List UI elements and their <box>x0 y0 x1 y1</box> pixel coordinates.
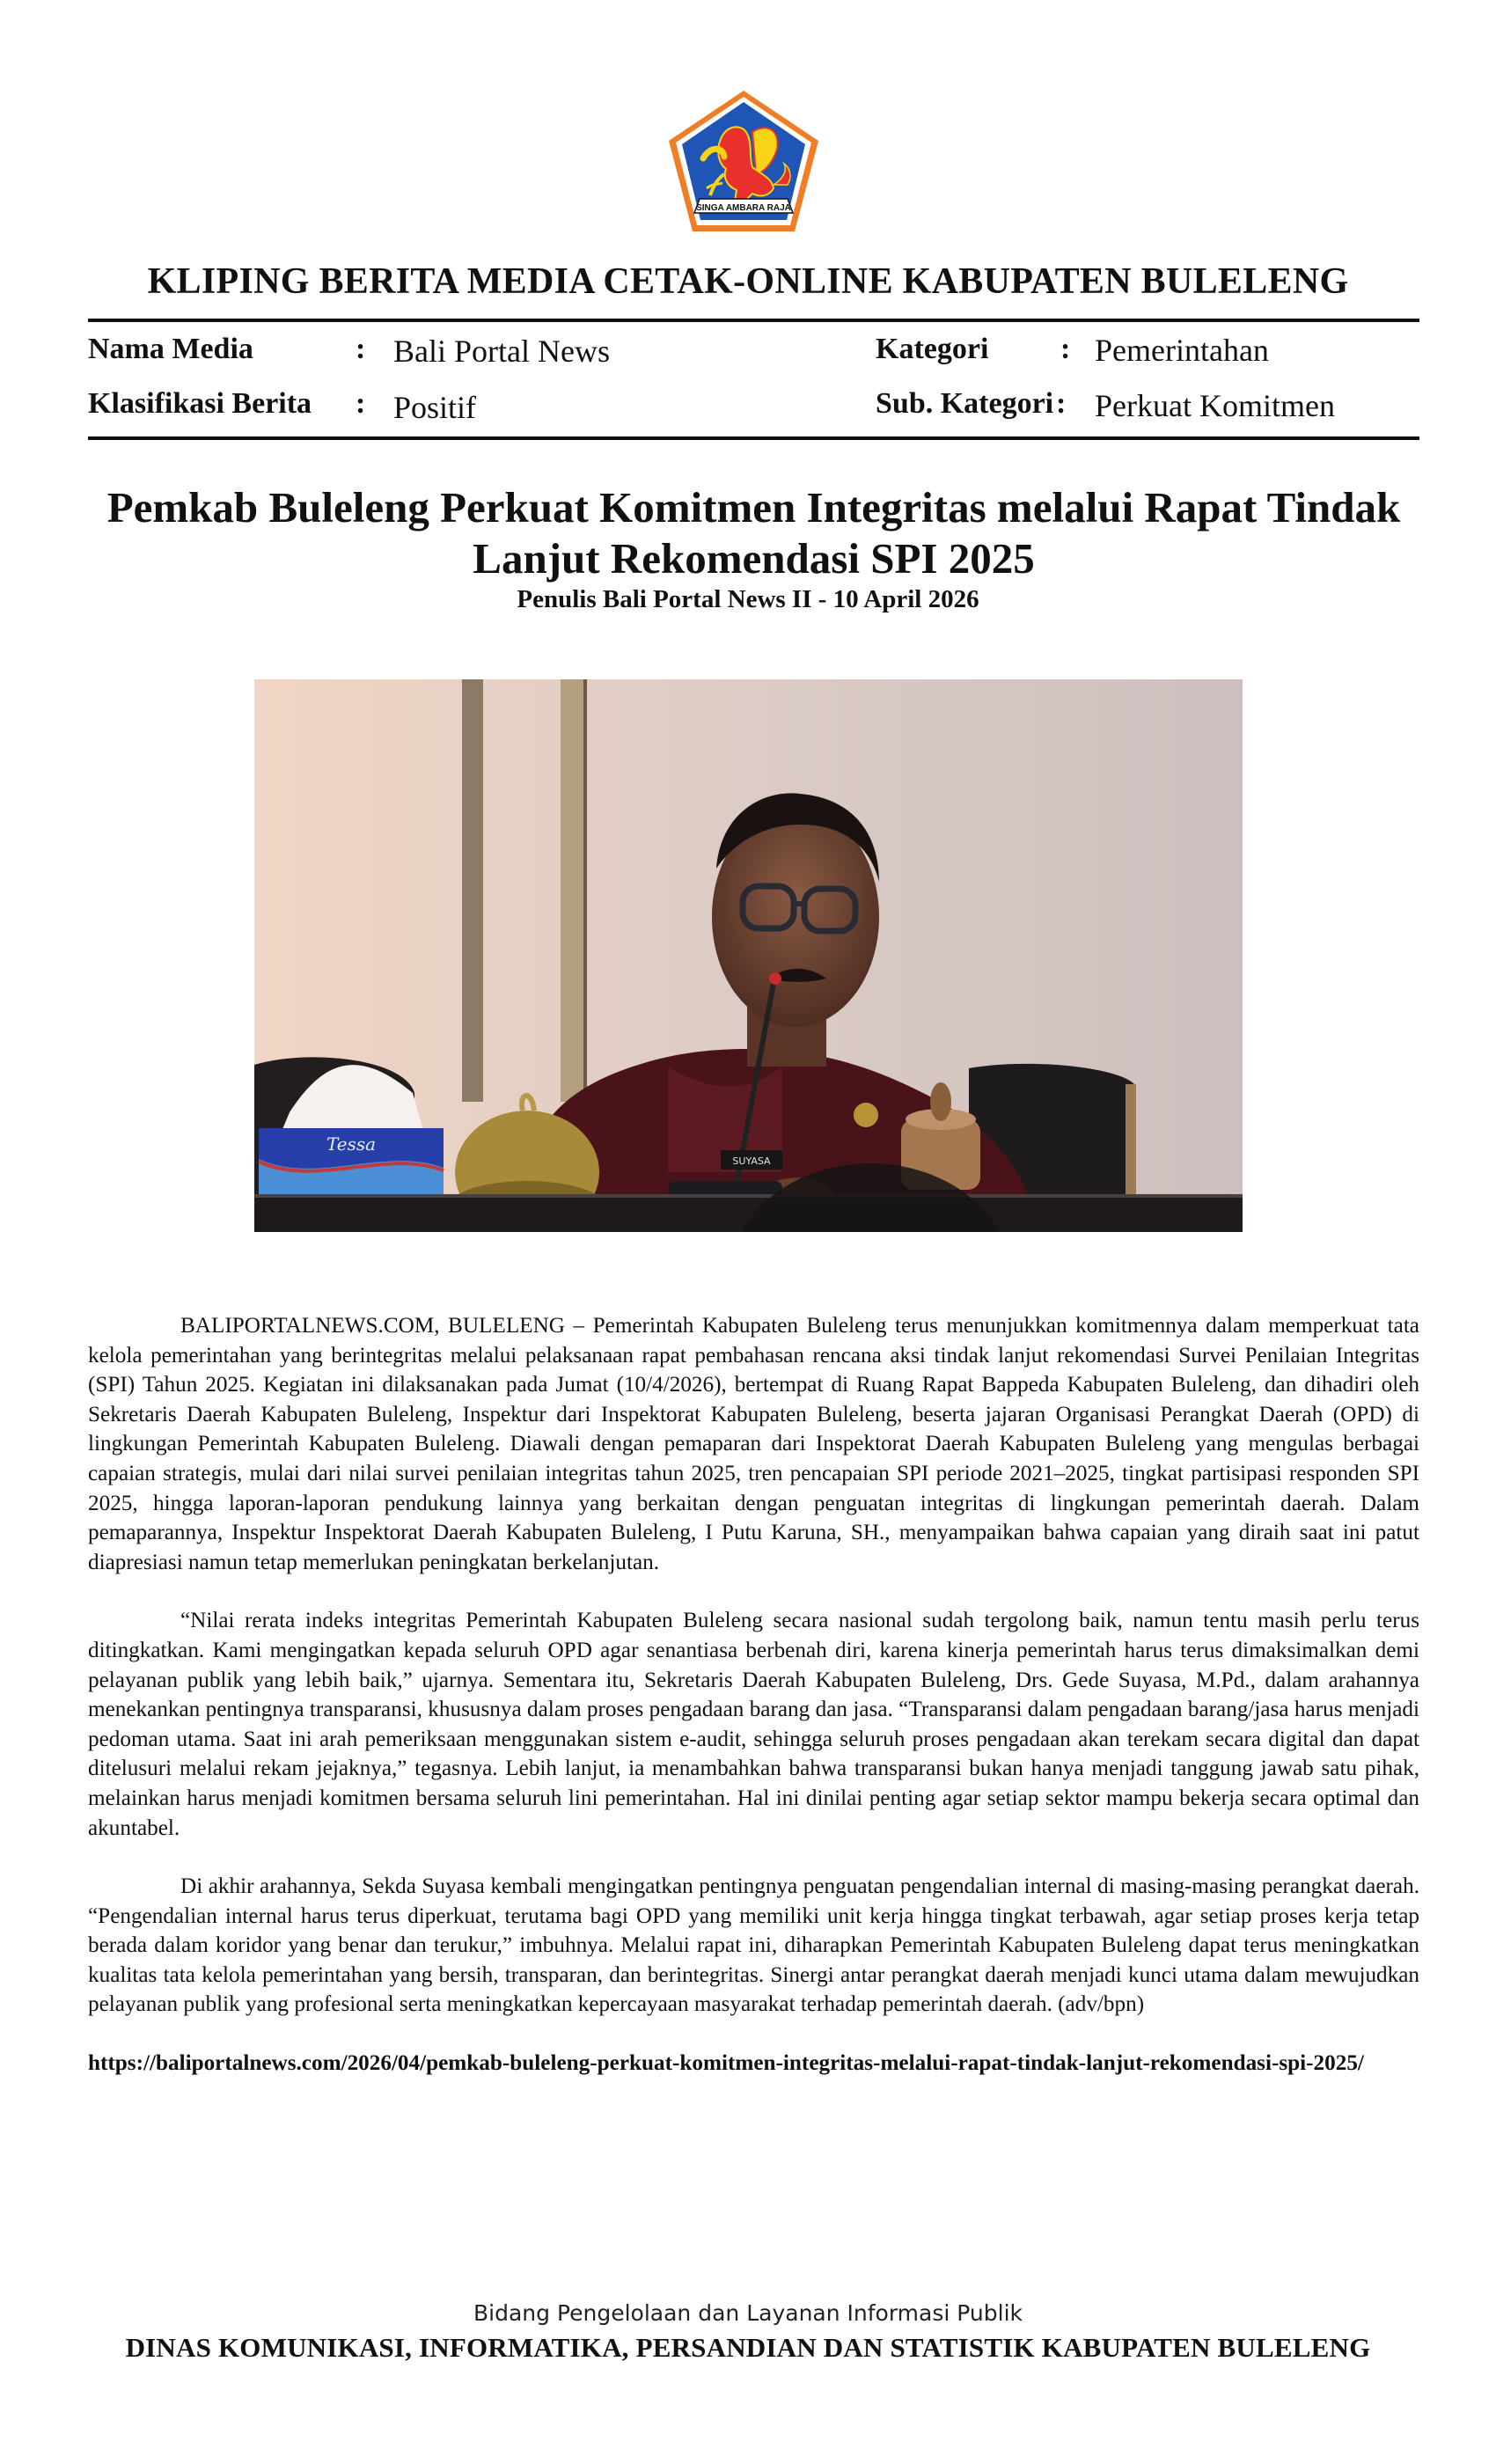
tissue-brand-text: Tessa <box>326 1133 377 1155</box>
document-title: KLIPING BERITA MEDIA CETAK-ONLINE KABUPATEN BULELENG <box>147 261 1349 302</box>
header-divider-top <box>88 319 1419 322</box>
klasifikasi-berita-value: Positif <box>393 390 477 425</box>
meeting-photo-illustration <box>254 679 1243 1232</box>
footer-agency: DINAS KOMUNIKASI, INFORMATIKA, PERSANDIAN DAN STATISTIK KABUPATEN BULELENG <box>125 2332 1371 2363</box>
article-body <box>88 1311 1419 2108</box>
klasifikasi-berita-colon: : <box>356 387 366 420</box>
sub-kategori-value: Perkuat Komitmen <box>1095 388 1335 423</box>
article-paragraph: “Nilai rerata indeks integritas Pemerintah Kabupaten Buleleng secara nasional sudah tergolong baik, namun tentu masih perlu terus ditingkatkan. Kami mengingatkan kepada seluruh OPD agar senantiasa berbenah diri, karena kinerja pemerintah harus terus dimaksimalkan demi pelayanan publik yang lebih baik,” ujarnya. Sementara itu, Sekretaris Daerah Kabupaten Buleleng, Drs. Gede Suyasa, M.Pd., dalam arahannya menekankan pentingnya transparansi, khususnya dalam proses pengadaan barang dan jasa. “Transparansi dalam pengadaan barang/jasa harus menjadi pedoman utama. Saat ini arah pemeriksaan menggunakan sistem e-audit, sehingga seluruh proses pengadaan akan terekam secara digital dan dapat ditelusuri melalui rekam jejaknya,” tegasnya. Lebih lanjut, ia menambahkan bahwa transparansi bukan hanya menjadi tanggung jawab satu pihak, melainkan harus menjadi komitmen bersama seluruh lini pemerintahan. Hal ini dinilai penting agar setiap sektor mampu bekerja secara optimal dan akuntabel. <box>88 1609 1419 1840</box>
nama-media-label: Nama Media <box>88 333 253 365</box>
article-paragraph: Di akhir arahannya, Sekda Suyasa kembali mengingatkan pentingnya penguatan pengendalian internal di masing-masing perangkat daerah. “Pengendalian internal harus terus diperkuat, terutama bagi OPD yang memiliki unit kerja hingga tingkat terbawah, agar setiap proses kerja tetap berada dalam koridor yang benar dan terukur,” imbuhnya. Melalui rapat ini, diharapkan Pemerintah Kabupaten Buleleng dapat terus meningkatkan kualitas tata kelola pemerintahan yang bersih, transparan, dan berintegritas. Sinergi antar perangkat daerah menjadi kunci utama dalam mewujudkan pelayanan publik yang profesional serta meningkatkan kepercayaan masyarakat terhadap pemerintah daerah. (adv/bpn) <box>88 1874 1419 2017</box>
header-divider-bottom <box>88 436 1419 440</box>
kabupaten-buleleng-logo <box>664 86 823 236</box>
sub-kategori-label: Sub. Kategori <box>876 387 1054 420</box>
source-url-link[interactable]: https://baliportalnews.com/2026/04/pemkab-buleleng-perkuat-komitmen-integritas-melalui-rapat-tindak-lanjut-rekomendasi-spi-2025/ <box>88 2051 1364 2076</box>
klasifikasi-berita-label: Klasifikasi Berita <box>88 387 312 420</box>
article-byline: Penulis Bali Portal News II - 10 April 2026 <box>517 585 979 613</box>
name-plate-text: SUYASA <box>732 1155 771 1167</box>
lion-crest-icon <box>664 86 823 236</box>
kategori-label: Kategori <box>876 333 989 365</box>
logo-motto: SINGA AMBARA RAJA <box>696 203 791 213</box>
article-paragraph: BALIPORTALNEWS.COM, BULELENG – Pemerintah Kabupaten Buleleng terus menunjukkan komitmennya dalam memperkuat tata kelola pemerintahan yang berintegritas melalui pelaksanaan rapat pembahasan rencana aksi tindak lanjut rekomendasi Survei Penilaian Integritas (SPI) Tahun 2025. Kegiatan ini dilaksanakan pada Jumat (10/4/2026), bertempat di Ruang Rapat Bappeda Kabupaten Buleleng, dan dihadiri oleh Sekretaris Daerah Kabupaten Buleleng, Inspektur dari Inspektorat Kabupaten Buleleng, beserta jajaran Organisasi Perangkat Daerah (OPD) di lingkungan Pemerintah Kabupaten Buleleng. Diawali dengan pemaparan dari Inspektorat Daerah Kabupaten Buleleng yang mengulas berbagai capaian strategis, mulai dari nilai survei penilaian integritas tahun 2025, tren pencapaian SPI periode 2021–2025, tingkat partisipasi responden SPI 2025, hingga laporan-laporan pendukung lainnya yang berkaitan dengan penguatan integritas di lingkungan pemerintah daerah. Dalam pemaparannya, Inspektur Inspektorat Daerah Kabupaten Buleleng, I Putu Karuna, SH., menyampaikan bahwa capaian yang diraih saat ini patut diapresiasi namun tetap memerlukan peningkatan berkelanjutan. <box>88 1314 1419 1574</box>
footer-division: Bidang Pengelolaan dan Layanan Informasi Publik <box>473 2300 1023 2326</box>
nama-media-value: Bali Portal News <box>393 334 610 369</box>
kategori-colon: : <box>1060 333 1071 365</box>
sub-kategori-colon: : <box>1056 387 1067 420</box>
article-photo <box>254 679 1243 1232</box>
article-headline: Pemkab Buleleng Perkuat Komitmen Integritas melalui Rapat Tindak Lanjut Rekomendasi SPI 2025 <box>106 483 1401 583</box>
nama-media-colon: : <box>356 333 366 365</box>
kategori-value: Pemerintahan <box>1095 333 1269 368</box>
